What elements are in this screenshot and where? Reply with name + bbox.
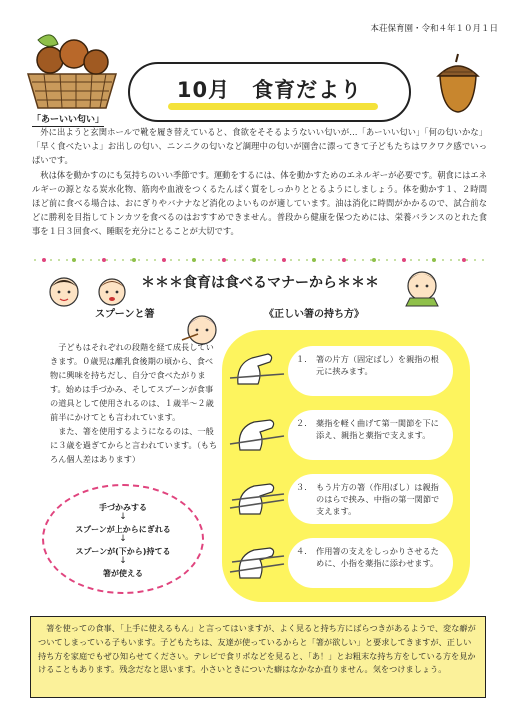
- intro-paragraph: 外に出ようと玄関ホールで靴を履き替えていると、食欲をそそるようないい匂いが…「あーいい匂い」「何の匂いかな」「早く食べたいよ」お出しの匂い、ニンニクの匂いなど調理中の匂いが園舎に漂ってきて子どもたちはワクワク感でいっぱいです。: [32, 127, 487, 166]
- development-paragraph: 子どもはそれぞれの段階を経て成長していきます。０歳児は離乳食後期の頃から、食べ物に興味を持ちだし、自分で食べたがります。始めは手づかみ、そしてスプーンが食事の道具として使用されるのは、１歳半～２歳前半にかけてとも言われています。: [50, 342, 214, 422]
- intro-heading: 「あーいい匂い」: [32, 112, 104, 127]
- step-text: 薬指を軽く曲げて第一関節を下に添え、親指と薬指で支えます。: [316, 418, 439, 440]
- step-text: 作用箸の支えをしっかりさせるために、小指を薬指に添わせます。: [316, 546, 439, 568]
- page-title: 10月 食育だより: [176, 78, 363, 102]
- step-text: もう片方の箸（作用ばし）は親指のはらで挟み、中指の第一関節で支えます。: [316, 482, 440, 516]
- stage-item: スプーンが上からにぎれる: [75, 525, 171, 534]
- step-text: 箸の片方（固定ばし）を親指の根元に挟みます。: [316, 354, 439, 376]
- step-card: [288, 410, 453, 460]
- step-number: ４.: [296, 546, 307, 556]
- leaf-divider: [34, 254, 486, 266]
- chopsticks-subtitle: 《正しい箸の持ち方》: [264, 309, 364, 320]
- stage-item: 箸が使える: [103, 569, 143, 578]
- issue-date: 本荘保育園・令和４年１０月１日: [370, 24, 498, 34]
- development-paragraph: また、箸を使用するようになるのは、一般に３歳を過ぎてからと言われています。（もちろん個人差はあります）: [50, 426, 218, 464]
- spoon-subtitle: スプーンと箸: [95, 309, 155, 320]
- acorn-icon: [430, 52, 486, 116]
- stage-arrow: ↓: [119, 556, 127, 566]
- hand-chopsticks-icon: [228, 536, 286, 586]
- step-card: [288, 346, 453, 396]
- stage-arrow: ↓: [119, 534, 127, 544]
- step-number: １.: [296, 354, 307, 364]
- child-eating-icon: [42, 274, 86, 314]
- closing-note-text: 箸を使っての食事、「上手に使えるもん」と言ってはいますが、よく見ると持ち方にばらつきがあるようで、変な癖がついてしまっている子もいます。子どもたちは、友達が使っているからと「箸が欲しい」と要求してきますが、正しい持ち方を家庭でもぜひ知らせてください。テレビで食リポなどを見ると、「あ！」とお粗末な持ち方をしている方を見かけることもあります。残念だなと思います。小さいときについた癖はなかなか直りません。気をつけましょう。: [38, 623, 476, 675]
- step-card: [288, 538, 453, 588]
- hand-chopsticks-icon: [228, 472, 286, 522]
- development-text: [50, 340, 218, 466]
- step-number: ３.: [296, 482, 307, 492]
- section-title: ＊＊＊食育は食べるマナーから＊＊＊: [141, 275, 379, 291]
- stage-item: 手づかみする: [99, 503, 147, 512]
- step-number: ２.: [296, 418, 307, 428]
- chestnut-basket-icon: [22, 30, 122, 112]
- intro-paragraph: 秋は体を動かすのにも気持ちのいい季節です。運動をするには、体を動かすためのエネルギーが必要です。朝食にはエネルギーの源となる炭水化物、筋肉や血液をつくるたんぱく質をしっかりととるようにしましょう。体を動かす１、２時間ほど前に食べる場合は、おにぎりやバナナなど消化のよいものが適しています。油は消化に時間がかかるので、試合前などに勝利を目指してトンカツを食べるのはおすすめできません。普段から健康を保つためには、栄養バランスのとれた食事を１日３回食べ、睡眠を充分にとることが大切です。: [32, 169, 488, 237]
- stage-arrow: ↓: [119, 512, 127, 522]
- hand-chopsticks-icon: [228, 344, 286, 394]
- step-card: [288, 474, 453, 524]
- hand-chopsticks-icon: [228, 408, 286, 458]
- stage-item: スプーンが(下から)持てる: [75, 547, 171, 556]
- intro-body: [32, 125, 487, 239]
